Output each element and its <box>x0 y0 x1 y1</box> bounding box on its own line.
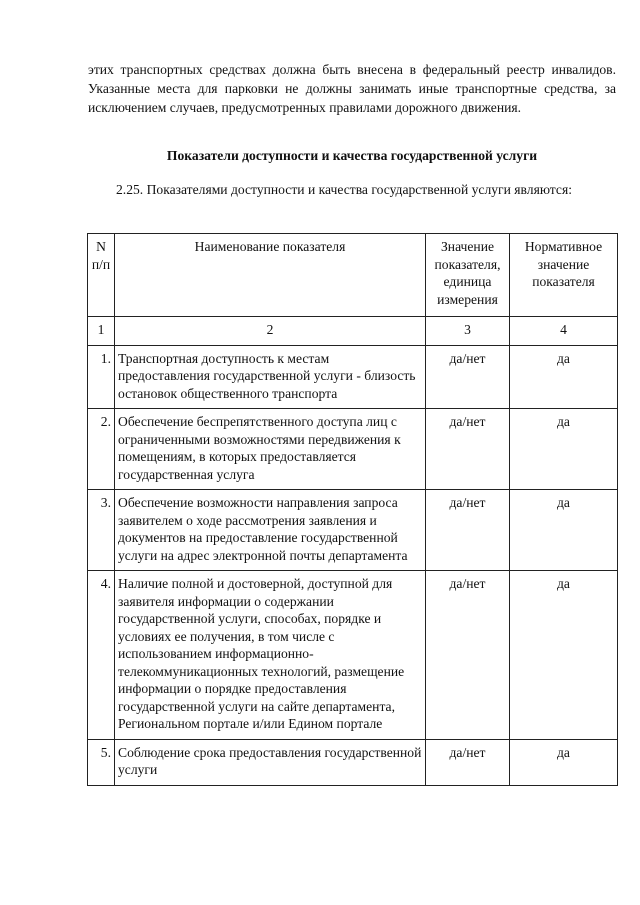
indicator-name: Обеспечение возможности направления запроса заявителем о ходе рассмотрения заявления и документов на предоставление государственной услуги на адрес электронной почты департамента <box>115 490 426 571</box>
header-normative-value: Нормативное значение показателя <box>510 234 618 317</box>
row-number: 5. <box>88 739 115 785</box>
table-row <box>88 490 618 571</box>
table-row <box>88 409 618 490</box>
row-number: 3. <box>88 490 115 571</box>
indicator-value: да/нет <box>426 409 510 490</box>
intro-paragraph: этих транспортных средствах должна быть внесена в федеральный реестр инвалидов. Указанные места для парковки не должны занимать иные транспортные средства, за исключением случаев, предусмотренных правилами дорожного движения. <box>88 62 616 115</box>
header-indicator-value: Значение показателя, единица измерения <box>426 234 510 317</box>
column-number: 1 <box>88 317 115 346</box>
row-number: 2. <box>88 409 115 490</box>
row-number: 1. <box>88 345 115 409</box>
header-number: N п/п <box>88 234 115 317</box>
indicator-name: Обеспечение беспрепятственного доступа лиц с ограниченными возможностями передвижения к помещениям, в которых предоставляется государственная услуга <box>115 409 426 490</box>
indicator-value: да/нет <box>426 739 510 785</box>
indicator-name: Транспортная доступность к местам предоставления государственной услуги - близость остановок общественного транспорта <box>115 345 426 409</box>
normative-value: да <box>510 739 618 785</box>
indicator-value: да/нет <box>426 571 510 740</box>
indicator-value: да/нет <box>426 490 510 571</box>
table-row <box>88 739 618 785</box>
indicator-name: Наличие полной и достоверной, доступной для заявителя информации о содержании государственной услуги, способах, порядке и условиях ее получения, в том числе с использованием информационно-телекоммуникационных технологий, размещение информации о порядке предоставления государственной услуги на сайте департамента, Региональном портале и/или Едином портале <box>115 571 426 740</box>
indicator-name: Соблюдение срока предоставления государственной услуги <box>115 739 426 785</box>
indicators-table <box>87 233 618 786</box>
normative-value: да <box>510 490 618 571</box>
column-number: 3 <box>426 317 510 346</box>
header-indicator-name: Наименование показателя <box>115 234 426 317</box>
column-number: 4 <box>510 317 618 346</box>
normative-value: да <box>510 345 618 409</box>
normative-value: да <box>510 409 618 490</box>
table-row <box>88 345 618 409</box>
indicator-value: да/нет <box>426 345 510 409</box>
lead-paragraph: 2.25. Показателями доступности и качества государственной услуги являются: <box>116 182 572 197</box>
normative-value: да <box>510 571 618 740</box>
table-header-row <box>88 234 618 317</box>
column-number: 2 <box>115 317 426 346</box>
column-number-row <box>88 317 618 346</box>
table-row <box>88 571 618 740</box>
section-heading: Показатели доступности и качества государственной услуги <box>166 148 538 163</box>
row-number: 4. <box>88 571 115 740</box>
